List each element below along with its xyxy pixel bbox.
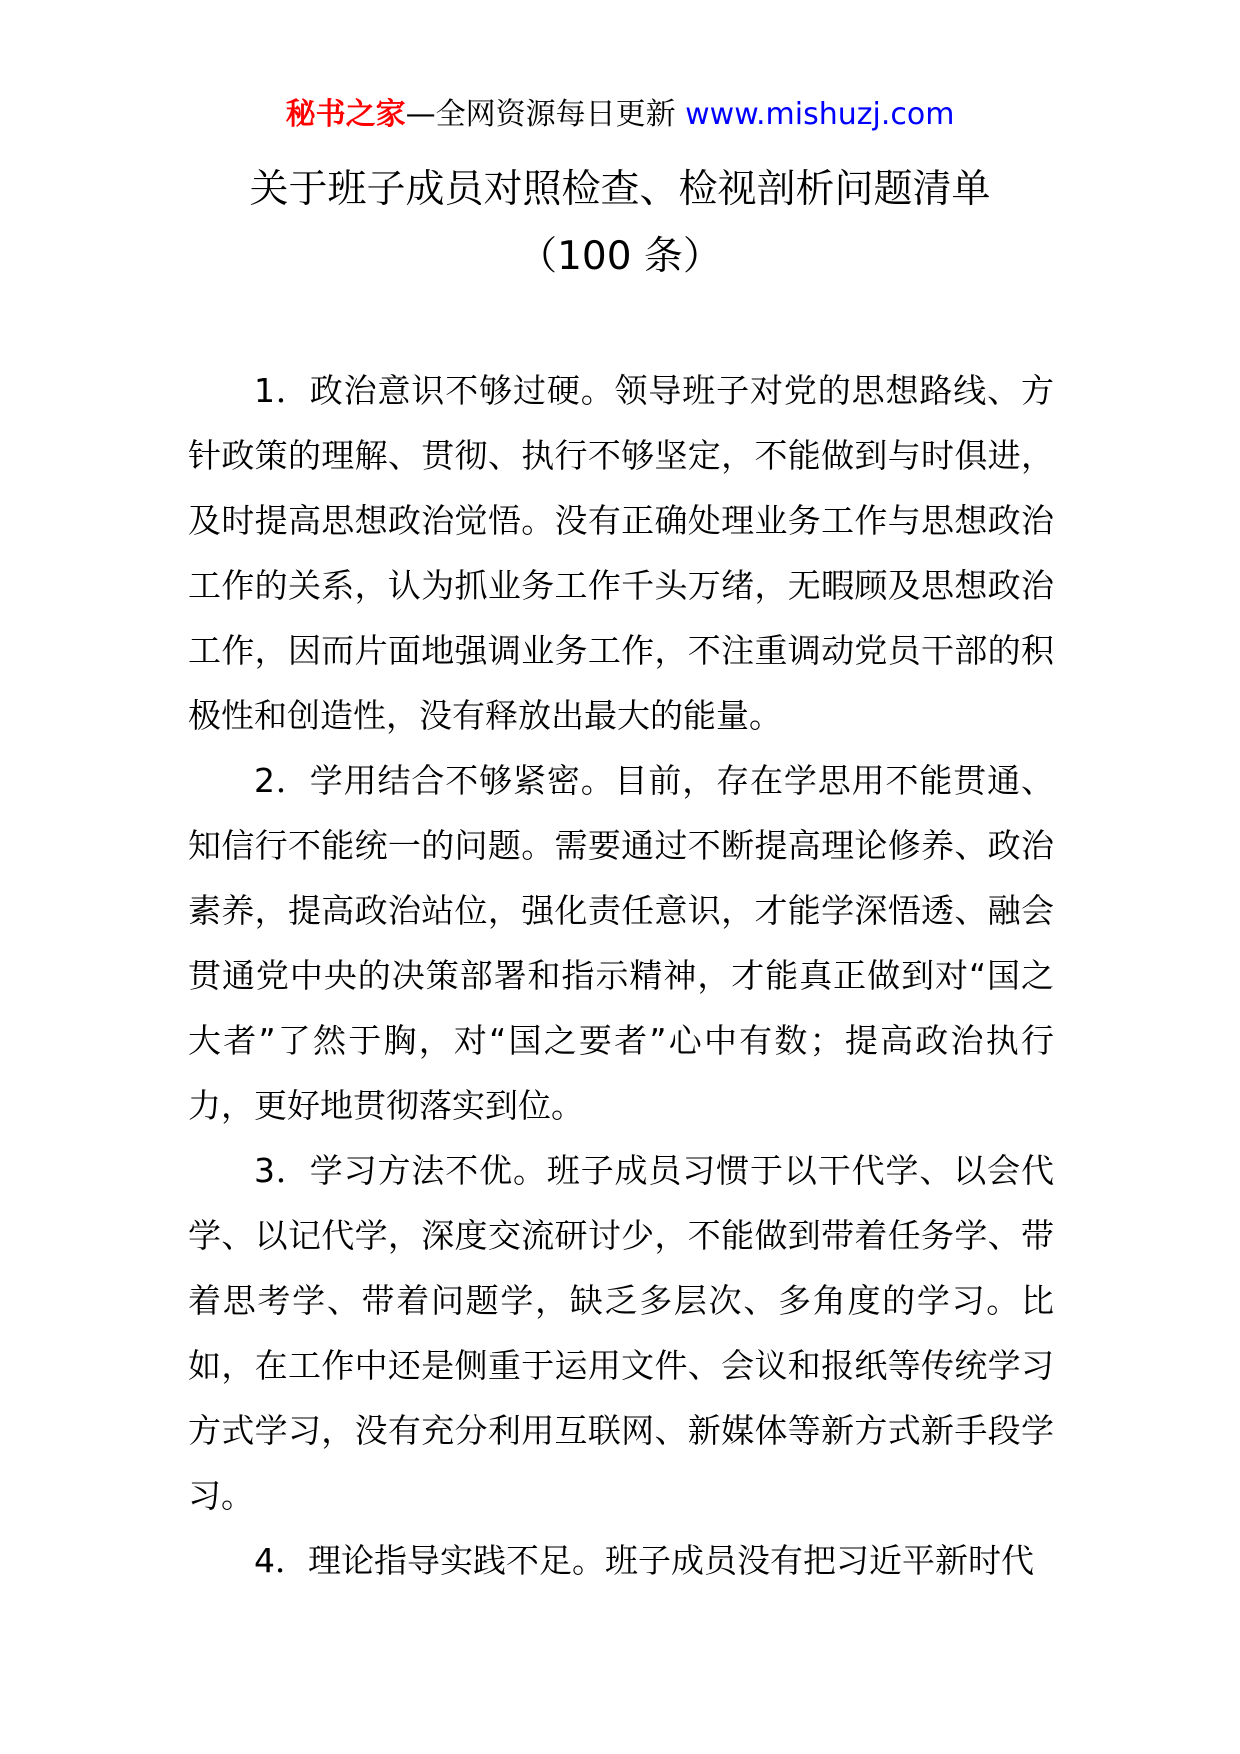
document-title: 关于班子成员对照检查、检视剖析问题清单 — [249, 167, 991, 212]
paragraph-1: 1．政治意识不够过硬。领导班子对党的思想路线、方针政策的理解、贯彻、执行不够坚定，不能做到与时俱进，及时提高思想政治觉悟。没有正确处理业务工作与思想政治工作的关系，认为抓业务工作千头万绪，无暇顾及思想政治工作，因而片面地强调业务工作，不注重调动党员干部的积极性和创造性，没有释放出最大的能量。 — [188, 371, 1054, 735]
paragraph-4: 4．理论指导实践不足。班子成员没有把习近平新时代 — [254, 1541, 1034, 1580]
site-url-link[interactable]: www.mishuzj.com — [685, 97, 955, 132]
document-subtitle: （100 条） — [518, 234, 722, 279]
site-tagline: —全网资源每日更新 — [405, 97, 676, 132]
site-header — [0, 95, 1240, 135]
paragraph-2: 2．学用结合不够紧密。目前，存在学思用不能贯通、知信行不能统一的问题。需要通过不断提高理论修养、政治素养，提高政治站位，强化责任意识，才能学深悟透、融会贯通党中央的决策部署和指示精神，才能真正做到对“国之大者”了然于胸，对“国之要者”心中有数；提高政治执行力，更好地贯彻落实到位。 — [188, 761, 1054, 1125]
paragraph-3: 3．学习方法不优。班子成员习惯于以干代学、以会代学、以记代学，深度交流研讨少，不能做到带着任务学、带着思考学、带着问题学，缺乏多层次、多角度的学习。比如，在工作中还是侧重于运用文件、会议和报纸等传统学习方式学习，没有充分利用互联网、新媒体等新方式新手段学习。 — [188, 1151, 1054, 1515]
site-brand: 秘书之家 — [285, 97, 406, 132]
document-body — [188, 358, 1054, 1593]
